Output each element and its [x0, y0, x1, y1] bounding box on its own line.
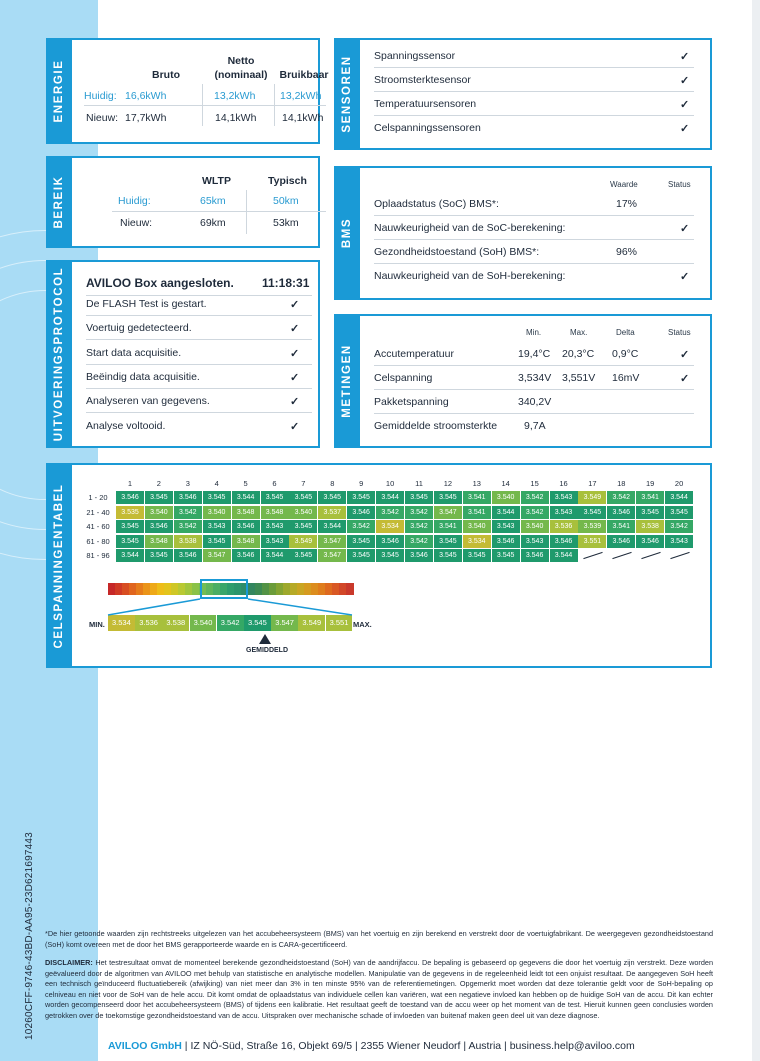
cell-voltage: 3.543: [261, 535, 289, 548]
column-number: 2: [156, 479, 161, 488]
col-waarde: Waarde: [610, 180, 638, 189]
cell-voltage: 3.545: [116, 535, 144, 548]
cell-voltage: 3.547: [318, 549, 346, 562]
cell-voltage: 3.546: [145, 520, 173, 533]
cell-voltage: 3.545: [347, 491, 375, 504]
cell-voltage: 3.545: [145, 491, 173, 504]
protocol-title: AVILOO Box aangesloten.: [86, 276, 234, 290]
bereik-huidig-label: Huidig:: [118, 195, 151, 207]
cell-voltage: 3.541: [463, 491, 491, 504]
cell-voltage: 3.544: [232, 491, 260, 504]
cell-voltage: 3.545: [434, 549, 462, 562]
divider: [86, 388, 312, 389]
col-bruikbaar: Bruikbaar: [279, 69, 329, 81]
column-number: 3: [185, 479, 190, 488]
footer-address: | IZ NÖ-Süd, Straße 16, Objekt 69/5 | 2355 Wiener Neudorf | Austria | business.help@aviloo.com: [181, 1040, 635, 1052]
check-icon: ✓: [290, 299, 300, 311]
meting-label: Pakketspanning: [374, 396, 449, 408]
meting-delta: 0,9°C: [612, 348, 639, 360]
cell-voltage: 3.540: [521, 520, 549, 533]
col-min: Min.: [526, 328, 542, 337]
col-wltp: WLTP: [202, 175, 231, 187]
cell-voltage: 3.549: [578, 491, 606, 504]
divider: [86, 412, 312, 413]
check-icon: ✓: [290, 371, 300, 384]
cell-voltage: 3.543: [492, 520, 520, 533]
metingen-tab: METINGEN: [334, 314, 360, 448]
sensor-item: Celspanningssensoren: [374, 122, 481, 134]
gradient-segment: [346, 583, 354, 595]
protocol-step: De FLASH Test is gestart.: [86, 298, 207, 310]
cell-voltage: 3.547: [318, 535, 346, 548]
bms-row-label: Nauwkeurigheid van de SoC-berekening:: [374, 222, 566, 234]
bereik-huidig-wltp: 65km: [200, 195, 226, 207]
column-number: 19: [646, 479, 655, 488]
cell-voltage: 3.540: [145, 506, 173, 519]
sensor-item: Spanningssensor: [374, 50, 456, 62]
cell-voltage: 3.545: [636, 506, 664, 519]
bms-row-label: Gezondheidstoestand (SoH) BMS*:: [374, 246, 540, 258]
cell-voltage: 3.538: [174, 535, 202, 548]
cell-voltage: 3.551: [578, 535, 606, 548]
check-icon: ✓: [290, 396, 300, 409]
check-icon: ✓: [290, 420, 300, 433]
cell-voltage: 3.546: [607, 506, 635, 519]
cell-voltage: 3.548: [232, 506, 260, 519]
bms-row-label: Nauwkeurigheid van de SoH-berekening:: [374, 270, 566, 282]
cell-voltage: 3.541: [636, 491, 664, 504]
bms-row-value: 96%: [616, 246, 638, 258]
legend-avg-label: GEMIDDELD: [246, 647, 288, 654]
bereik-tab: BEREIK: [46, 156, 72, 248]
cell-voltage: 3.545: [434, 535, 462, 548]
divider: [374, 115, 694, 116]
cell-voltage: 3.545: [318, 491, 346, 504]
column-number: 13: [472, 479, 481, 488]
protocol-step: Analyse voltooid.: [86, 419, 166, 432]
meting-label: Celspanning: [374, 372, 433, 384]
divider: [86, 364, 312, 365]
cell-voltage: 3.545: [405, 491, 433, 504]
col-delta: Delta: [616, 328, 635, 337]
protocol-step: Voertuig gedetecteerd.: [86, 322, 192, 335]
cell-voltage: 3.541: [463, 506, 491, 519]
cell-voltage: 3.542: [405, 520, 433, 533]
cell-voltage: 3.541: [434, 520, 462, 533]
cell-voltage: 3.542: [521, 491, 549, 504]
footer-company: AVILOO GmbH: [108, 1040, 182, 1052]
cell-voltage: 3.545: [261, 491, 289, 504]
legend-cell: 3.534: [108, 615, 135, 631]
cell-voltage: 3.545: [203, 535, 231, 548]
divider: [374, 365, 694, 366]
meting-min: 340,2V: [518, 396, 552, 408]
cell-voltage: 3.545: [665, 506, 693, 519]
cell-voltage: 3.547: [203, 549, 231, 562]
legend-min-label: MIN.: [89, 620, 105, 629]
cell-voltage: 3.542: [405, 506, 433, 519]
cell-voltage: 3.540: [203, 506, 231, 519]
column-number: 4: [214, 479, 219, 488]
cell-voltage: 3.544: [116, 549, 144, 562]
cell-voltage: 3.538: [636, 520, 664, 533]
cell-voltage: 3.549: [289, 535, 317, 548]
zoom-connector: [106, 599, 356, 615]
cell-voltage: 3.535: [116, 506, 144, 519]
cell-voltage: 3.546: [347, 506, 375, 519]
footnote: *De hier getoonde waarden zijn rechtstreeks uitgelezen van het accubeheersysteem (BMS) van het voertuig en zijn berekend en verstrekt door de voertuigfabrikant. De weergegeven gezondheidstoestand (SoH) komt overeen met de door het BMS gerapporteerde waarde en is CARA-gecertificeerd.: [45, 929, 713, 949]
check-icon: ✓: [290, 323, 300, 336]
energie-huidig-label: Huidig:: [84, 90, 117, 102]
cell-voltage: 3.548: [232, 535, 260, 548]
check-icon: ✓: [680, 271, 690, 283]
meting-max: 20,3°C: [562, 348, 595, 360]
column-number: 14: [501, 479, 510, 488]
divider: [374, 263, 694, 264]
legend-cell: 3.542: [217, 615, 244, 631]
energie-huidig-bruikbaar: 13,2kWh: [280, 90, 322, 102]
check-icon: ✓: [680, 51, 690, 63]
energie-nieuw-bruto: 17,7kWh: [125, 112, 167, 124]
divider: [374, 91, 694, 92]
cell-voltage: 3.545: [347, 549, 375, 562]
cell-voltage: 3.542: [665, 520, 693, 533]
check-icon: ✓: [680, 123, 690, 135]
column-number: 20: [674, 479, 684, 488]
row-label: 81 - 96: [86, 551, 110, 561]
column-number: 16: [559, 479, 568, 488]
cell-voltage: 3.542: [376, 506, 404, 519]
bereik-nieuw-wltp: 69km: [200, 217, 226, 229]
bms-tab: BMS: [334, 166, 360, 300]
cell-voltage: 3.546: [550, 535, 578, 548]
check-icon: ✓: [680, 349, 690, 361]
check-icon: ✓: [680, 223, 690, 235]
meting-min: 9,7A: [524, 420, 546, 432]
column-number: 15: [530, 479, 539, 488]
divider: [86, 295, 312, 296]
cell-voltage: 3.545: [376, 549, 404, 562]
energie-panel: [46, 38, 329, 144]
divider: [86, 315, 312, 316]
cell-voltage: 3.546: [376, 535, 404, 548]
energie-nieuw-netto: 14,1kWh: [215, 112, 257, 124]
legend-cell: 3.549: [298, 615, 325, 631]
row-label: 61 - 80: [86, 536, 110, 546]
cell-voltage: 3.543: [203, 520, 231, 533]
row-label: 1 - 20: [88, 493, 108, 502]
cell-voltage: 3.546: [116, 491, 144, 504]
divider: [374, 239, 694, 240]
meting-min: 3,534V: [518, 372, 552, 384]
cell-voltage: 3.547: [434, 506, 462, 519]
cell-voltage: 3.546: [232, 520, 260, 533]
cell-voltage: 3.539: [578, 520, 606, 533]
column-number: 18: [617, 479, 626, 488]
sensoren-panel: [334, 38, 712, 150]
cell-voltage: 3.543: [550, 491, 578, 504]
cell-voltage: 3.537: [318, 506, 346, 519]
divider: [374, 215, 694, 216]
bms-row-value: 17%: [616, 198, 638, 210]
metingen-panel: [334, 314, 712, 448]
bereik-nieuw-typisch: 53km: [273, 217, 299, 229]
celspanning-tab: CELSPANNINGENTABEL: [46, 463, 72, 668]
disclaimer-text: Het testresultaat omvat de momenteel berekende gezondheidstoestand (SoH) van de aandrijfaccu. De bepaling is gebaseerd op gegevens die door het voertuig zijn verstrekt. Deze worden geëvalueerd door de algoritmen van AVILOO met behulp van statistische en analytische modellen. Manipulatie van de gegevens in de regeleenheid leidt tot een onjuist resultaat. De aangegeven SoH heeft een technisch geïnduceerd fluctuatiebereik (afwijking) van niet meer dan 3% in ten minste 95% van de referentiemetingen. Opgemerkt moet worden dat deze tolerantie geldt voor de SoH-bepaling op celniveau en niet voor de SoH van de hele accu. Dit komt omdat de oplaadstatus van individuele cellen kan variëren, wat een negatieve invloed kan hebben op de huidige SoH van de accu. Dit kan echter worden gecompenseerd door het accubeheersysteem (BMS) of tijdens een kalibratie. Het resultaat geeft de toestand van de accu weer op het moment van de test. Hieruit kunnen geen conclusies worden getrokken over de toekomstige gezondheidstoestand van de accu. Uitspraken over mechanische schade of invloeden van buitenaf maken geen deel uit van deze diagnose.: [45, 958, 713, 1020]
check-icon: ✓: [680, 75, 690, 87]
bms-panel: [334, 166, 712, 300]
legend-cell: 3.538: [162, 615, 189, 631]
cell-voltage: 3.542: [405, 535, 433, 548]
energie-tab: ENERGIE: [46, 38, 72, 144]
meting-max: 3,551V: [562, 372, 596, 384]
cell-voltage: 3.534: [376, 520, 404, 533]
cell-voltage: 3.545: [578, 506, 606, 519]
protocol-step: Start data acquisitie.: [86, 346, 182, 359]
col-bruto: Bruto: [152, 69, 180, 81]
cell-voltage: 3.544: [665, 491, 693, 504]
energie-nieuw-bruikbaar: 14,1kWh: [282, 112, 324, 124]
cell-voltage: 3.546: [174, 491, 202, 504]
cell-voltage: 3.548: [261, 506, 289, 519]
cell-voltage: 3.545: [434, 491, 462, 504]
column-number: 9: [359, 479, 364, 488]
cell-voltage: 3.544: [492, 506, 520, 519]
cell-voltage: 3.542: [174, 506, 202, 519]
legend-cell: 3.545: [244, 615, 271, 631]
cell-voltage: 3.548: [145, 535, 173, 548]
cell-voltage: 3.545: [347, 535, 375, 548]
meting-delta: 16mV: [612, 372, 640, 384]
cell-voltage: 3.546: [174, 549, 202, 562]
protocol-step: Analyseren van gegevens.: [86, 395, 210, 408]
cell-voltage: 3.540: [492, 491, 520, 504]
cell-voltage: 3.542: [174, 520, 202, 533]
cell-voltage: 3.545: [116, 520, 144, 533]
cell-voltage: 3.545: [289, 549, 317, 562]
cell-voltage: 3.542: [607, 491, 635, 504]
protocol-time: 11:18:31: [262, 276, 310, 290]
cell-voltage: 3.545: [145, 549, 173, 562]
column-number: 7: [301, 479, 306, 488]
cell-voltage: 3.536: [550, 520, 578, 533]
cell-voltage: 3.544: [318, 520, 346, 533]
triangle-up-icon: [259, 634, 271, 644]
cell-voltage: 3.546: [232, 549, 260, 562]
column-number: 17: [588, 479, 597, 488]
row-label: 21 - 40: [86, 507, 110, 517]
cell-voltage: 3.544: [550, 549, 578, 562]
bms-row-label: Oplaadstatus (SoC) BMS*:: [374, 198, 499, 210]
col-status: Status: [668, 180, 691, 189]
legend-cell: 3.551: [326, 615, 353, 631]
cell-voltage: 3.540: [289, 506, 317, 519]
col-typisch: Typisch: [268, 175, 307, 187]
bereik-nieuw-label: Nieuw:: [120, 217, 153, 229]
energie-huidig-bruto: 16,6kWh: [125, 90, 167, 102]
cell-voltage: 3.540: [463, 520, 491, 533]
cell-voltage: 3.543: [665, 535, 693, 548]
column-number: 5: [243, 479, 248, 488]
gradient-zoom-box: [200, 579, 248, 599]
cell-voltage: 3.543: [261, 520, 289, 533]
meting-label: Accutemperatuur: [374, 348, 454, 360]
cell-voltage: 3.545: [289, 491, 317, 504]
cell-voltage: 3.543: [550, 506, 578, 519]
column-number: 6: [272, 479, 277, 488]
energie-nieuw-label: Nieuw:: [86, 112, 119, 124]
meting-min: 19,4°C: [518, 348, 551, 360]
cell-voltage: 3.543: [521, 535, 549, 548]
cell-voltage: 3.544: [261, 549, 289, 562]
sensor-item: Stroomsterktesensor: [374, 74, 471, 86]
cell-voltage: 3.545: [203, 491, 231, 504]
cell-voltage: 3.542: [347, 520, 375, 533]
disclaimer-label: DISCLAIMER:: [45, 958, 93, 967]
row-label: 41 - 60: [86, 522, 110, 532]
divider: [374, 67, 694, 68]
legend-max-label: MAX.: [353, 620, 372, 629]
column-number: 12: [443, 479, 453, 488]
footer-bar: [108, 1040, 635, 1052]
protocol-step: Beëindig data acquisitie.: [86, 370, 200, 383]
column-number: 1: [127, 479, 133, 488]
column-number: 8: [330, 479, 335, 488]
cell-voltage: 3.541: [607, 520, 635, 533]
energie-huidig-netto: 13,2kWh: [214, 90, 256, 102]
disclaimer: [45, 958, 713, 1021]
cell-voltage: 3.546: [607, 535, 635, 548]
column-number: 11: [415, 479, 423, 488]
col-netto-l2: (nominaal): [214, 69, 268, 81]
divider: [86, 339, 312, 340]
cell-voltage: 3.542: [521, 506, 549, 519]
sensoren-tab: SENSOREN: [334, 38, 360, 150]
column-number: 10: [385, 479, 395, 488]
legend-cell: 3.536: [135, 615, 162, 631]
cell-voltage: 3.545: [463, 549, 491, 562]
meting-label: Gemiddelde stroomsterkte: [374, 420, 498, 432]
divider: [374, 389, 694, 390]
bereik-panel: [46, 156, 320, 248]
cell-voltage: 3.546: [492, 535, 520, 548]
document-id: 10260CFF-9746-43BD-AA95-23D621697443: [24, 832, 35, 1040]
cell-voltage: 3.545: [492, 549, 520, 562]
col-status: Status: [668, 328, 691, 337]
cell-voltage: 3.546: [405, 549, 433, 562]
sensor-item: Temperatuursensoren: [374, 98, 477, 110]
protocol-tab: UITVOERINGSPROTOCOL: [46, 260, 72, 448]
check-icon: ✓: [680, 99, 690, 111]
divider: [374, 413, 694, 414]
cell-voltage: 3.534: [463, 535, 491, 548]
cell-voltage: 3.544: [376, 491, 404, 504]
check-icon: ✓: [680, 373, 690, 385]
protocol-panel: [46, 260, 320, 448]
cell-voltage: 3.546: [636, 535, 664, 548]
legend-cell: 3.547: [271, 615, 298, 631]
cell-voltage: 3.545: [289, 520, 317, 533]
legend-cell: 3.540: [190, 615, 217, 631]
bereik-huidig-typisch: 50km: [273, 195, 299, 207]
col-max: Max.: [570, 328, 588, 337]
cell-voltage: 3.546: [521, 549, 549, 562]
check-icon: ✓: [290, 347, 300, 360]
col-netto-l1: Netto: [227, 55, 255, 67]
